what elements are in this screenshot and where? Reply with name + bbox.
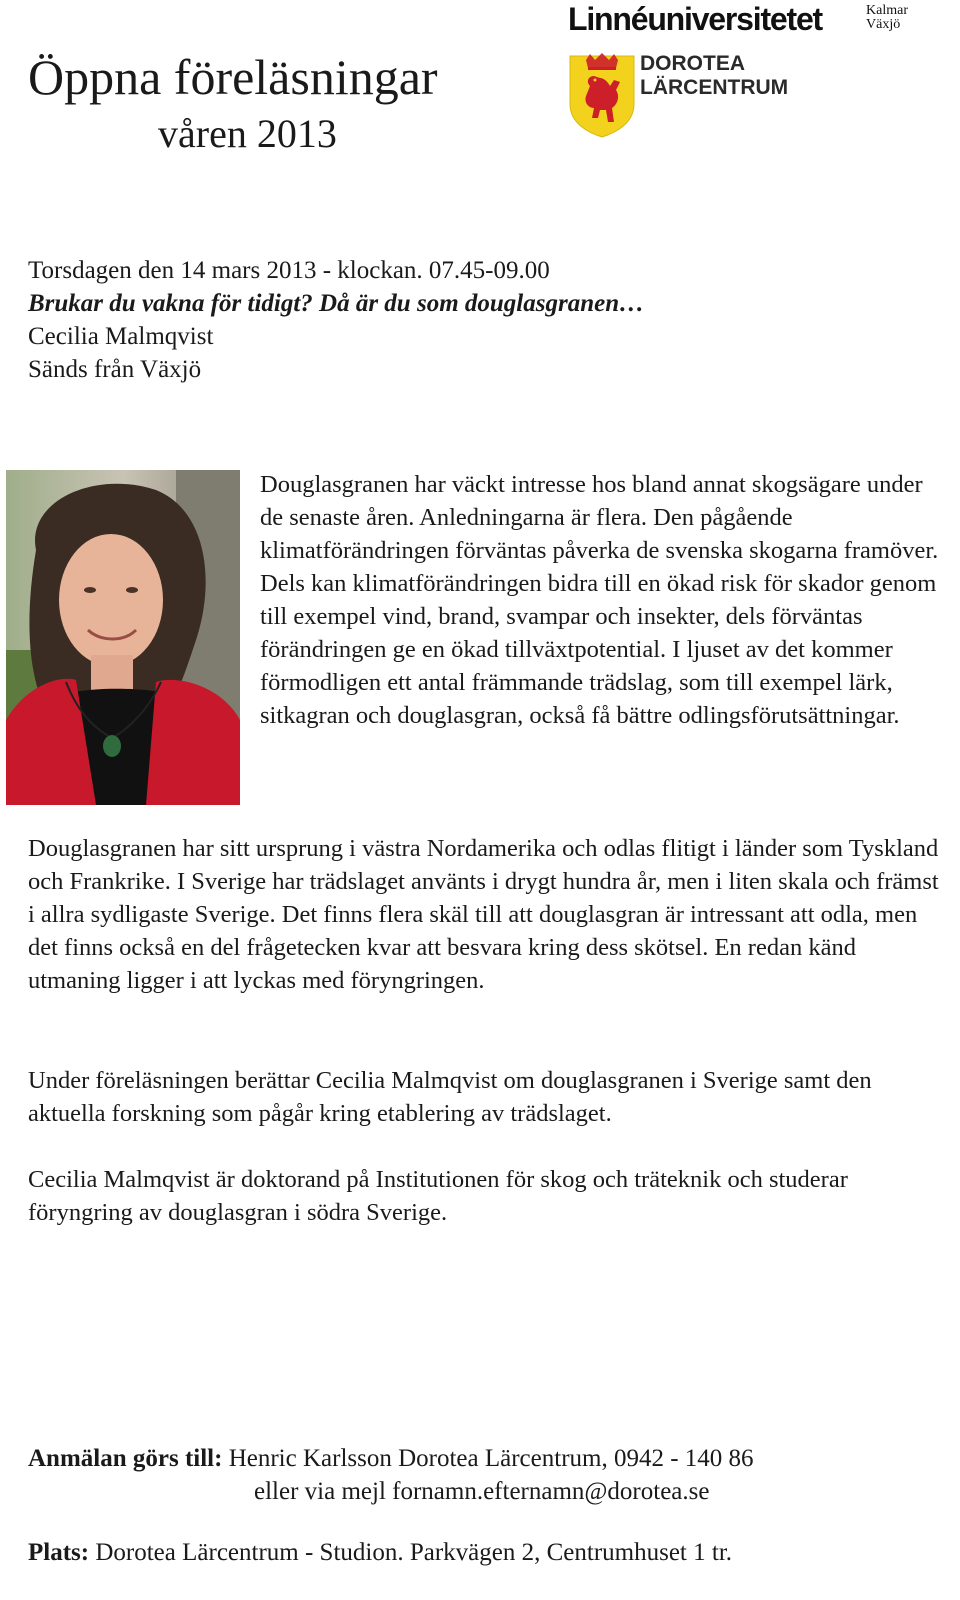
university-city-vaxjo: Växjö — [866, 17, 901, 32]
university-cities — [866, 4, 908, 32]
speaker-name: Cecilia Malmqvist — [28, 323, 214, 350]
speaker-bio-paragraph: Cecilia Malmqvist är doktorand på Institutionen för skog och träteknik och studerar föryngring av douglasgran i södra Sverige. — [28, 1166, 848, 1226]
place-label: Plats: — [28, 1539, 90, 1566]
registration-label: Anmälan görs till: — [28, 1445, 223, 1472]
registration-email-line: eller via mejl fornamn.efternamn@dorotea.se — [254, 1478, 710, 1505]
registration-line — [28, 1442, 754, 1475]
place-line — [28, 1536, 732, 1569]
lecture-title: Brukar du vakna för tidigt? Då är du som douglasgranen… — [28, 290, 645, 317]
page-title: Öppna föreläsningar — [28, 49, 438, 105]
origin-paragraph: Douglasgranen har sitt ursprung i västra Nordamerika och odlas flitigt i länder som Tyskland och Frankrike. I Sverige har trädslaget använts i drygt hundra år, men i liten skala och främst i allra sydligaste Sverige. Det finns flera skäl till att douglasgran är intressant att odla, men det finns också en del frågetecken kvar att besvara kring dess skötsel. En redan känd utmaning ligger i att lyckas med föryngringen. — [28, 835, 939, 994]
event-date-time: Torsdagen den 14 mars 2013 - klockan. 07.45-09.00 — [28, 257, 550, 284]
registration-contact: Henric Karlsson Dorotea Lärcentrum, 0942 - 140 86 — [228, 1445, 754, 1472]
intro-paragraph: Douglasgranen har väckt intresse hos bland annat skogsägare under de senaste åren. Anledningarna är flera. Den pågående klimatförändringen förväntas påverka de svenska skogarna framöver. Dels kan klimatförändringen bidra till en ökad risk för skador genom till exempel vind, brand, svampar och insekter, dels förväntas förändringen ge en ökad tillväxtpotential. I ljuset av det kommer förmodligen ett antal främmande trädslag, som till exempel lärk, sitkagran och douglasgran, också få bättre odlingsförutsättningar. — [260, 471, 939, 729]
place-address: Dorotea Lärcentrum - Studion. Parkvägen 2, Centrumhuset 1 tr. — [95, 1539, 733, 1566]
lecture-summary-paragraph: Under föreläsningen berättar Cecilia Malmqvist om douglasgranen i Sverige samt den aktuella forskning som pågår kring etablering av trädslaget. — [28, 1067, 872, 1127]
event-info — [28, 254, 644, 386]
linneuniversitetet-logo — [568, 0, 928, 42]
speaker-photo — [6, 470, 240, 805]
university-city-kalmar: Kalmar — [866, 3, 908, 18]
university-name: Linnéuniversitetet — [568, 1, 823, 37]
broadcast-location: Sänds från Växjö — [28, 356, 202, 383]
coat-of-arms-icon — [568, 52, 636, 138]
dorotea-larcentrum-logo — [568, 52, 818, 140]
dorotea-line2: LÄRCENTRUM — [640, 76, 789, 99]
page-subtitle: våren 2013 — [158, 111, 337, 156]
dorotea-wordmark — [640, 52, 788, 100]
dorotea-line1: DOROTEA — [640, 52, 745, 75]
